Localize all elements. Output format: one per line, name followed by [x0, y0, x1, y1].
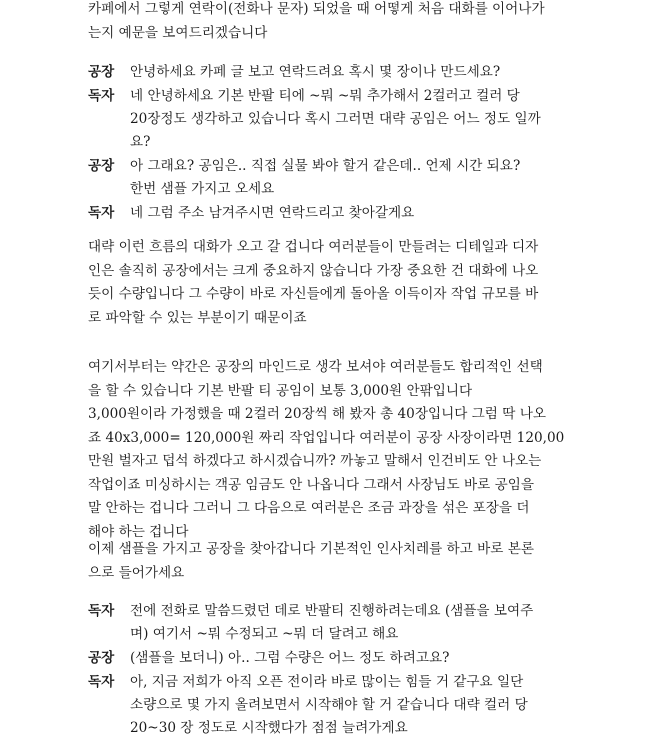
dialog-turn	[88, 155, 570, 201]
speaker-label: 독자	[88, 88, 115, 104]
speaker-label: 독자	[88, 674, 115, 690]
body-paragraph-2	[88, 236, 570, 330]
paragraph-line: 말 안하는 겁니다 그러니 그 다음으로 여러분은 조금 과장을 섞은 포장을 더	[88, 500, 530, 516]
utterance-line: 며) 여기서 ~뭐 수정되고 ~뭐 더 달려고 해요	[130, 626, 399, 642]
utterance-line: 아 그래요? 공임은.. 직접 실물 봐야 할거 같은데.. 언제 시간 되요?	[130, 158, 521, 174]
utterance-line: (샘플을 보더니) 아.. 그럼 수량은 어느 정도 하려고요?	[130, 650, 450, 666]
paragraph-line: 대략 이런 흐름의 대화가 오고 갈 겁니다 여러분들이 만들려는 디테일과 디자	[88, 239, 539, 255]
paragraph-line: 만원 벌자고 덥석 하겠다고 하시겠습니까? 까놓고 말해서 인건비도 안 나오는	[88, 453, 542, 469]
utterance-line: 20~30 장 정도로 시작했다가 점점 늘려가게요	[130, 720, 408, 736]
utterance-line: 20장정도 생각하고 있습니다 혹시 그러면 대략 공임은 어느 정도 일까	[130, 111, 541, 127]
dialog-block-1	[88, 61, 570, 225]
paragraph-line: 듯이 수량입니다 그 수량이 바로 자신들에게 돌아올 이득이자 작업 규모를 바	[88, 286, 539, 302]
dialog-turn	[88, 671, 570, 740]
paragraph-line: 여기서부터는 약간은 공장의 마인드로 생각 보셔야 여러분들도 합리적인 선택	[88, 359, 543, 375]
utterance-line: 소량으로 몇 가지 올려보면서 시작해야 할 거 같습니다 대략 컬러 당	[130, 697, 528, 713]
intro-paragraph	[88, 0, 570, 45]
utterance-line: 아, 지금 저희가 아직 오픈 전이라 바로 많이는 힘들 거 같구요 일단	[130, 674, 524, 690]
paragraph-line: 작업이죠 미싱하시는 객공 임금도 안 나옵니다 그래서 사장님도 바로 공임을	[88, 476, 534, 493]
paragraph-line: 해야 하는 겁니다	[88, 523, 189, 540]
paragraph-line: 로 파악할 수 있는 부분이기 때문이죠	[88, 309, 307, 326]
paragraph-line: 이제 샘플을 가지고 공장을 찾아갑니다 기본적인 인사치레를 하고 바로 본론	[88, 541, 534, 557]
utterance	[130, 85, 570, 154]
dialog-block-2	[88, 600, 570, 740]
speaker-label: 독자	[88, 205, 115, 221]
utterance-line: 안녕하세요 카페 글 보고 연락드려요 혹시 몇 장이나 만드세요?	[130, 64, 501, 80]
intro-line: 는지 예문을 보여드리겠습니다	[88, 24, 268, 41]
utterance	[130, 155, 570, 201]
dialog-turn	[88, 647, 570, 670]
utterance	[130, 600, 570, 646]
speaker-label: 공장	[88, 64, 115, 80]
speaker-label: 독자	[88, 603, 115, 619]
intro-line: 카페에서 그렇게 연락이(전화나 문자) 되었을 때 어떻게 처음 대화를 이어나가	[88, 1, 545, 17]
utterance	[130, 647, 570, 670]
speaker-label: 공장	[88, 650, 115, 666]
dialog-turn	[88, 600, 570, 646]
speaker-label: 공장	[88, 158, 115, 174]
utterance	[130, 671, 570, 740]
utterance-line: 전에 전화로 말씀드렸던 데로 반팔티 진행하려는데요 (샘플을 보여주	[130, 603, 534, 619]
paragraph-line: 3,000원이라 가정했을 때 2컬러 20장씩 해 봤자 총 40장입니다 그럼 딱 나오	[88, 406, 546, 422]
dialog-turn	[88, 61, 570, 84]
paragraph-line: 죠 40x3,000= 120,000원 짜리 작업입니다 여러분이 공장 사장이라면 120,00	[88, 429, 565, 446]
body-paragraph-4	[88, 538, 570, 585]
utterance-line: 요?	[130, 134, 151, 150]
dialog-turn	[88, 85, 570, 154]
utterance-line: 네 그럼 주소 남겨주시면 연락드리고 찾아갈게요	[130, 205, 415, 221]
dialog-turn	[88, 202, 570, 225]
paragraph-line: 을 할 수 있습니다 기본 반팔 티 공임이 보통 3,000원 안팎입니다	[88, 382, 473, 399]
paragraph-line: 으로 들어가세요	[88, 564, 185, 581]
body-paragraph-3	[88, 356, 570, 544]
utterance	[130, 202, 570, 225]
utterance-line: 한번 샘플 가지고 오세요	[130, 181, 275, 197]
paragraph-line: 인은 솔직히 공장에서는 크게 중요하지 않습니다 가장 중요한 건 대화에 나오	[88, 262, 539, 279]
utterance	[130, 61, 570, 84]
utterance-line: 네 안녕하세요 기본 반팔 티에 ~뭐 ~뭐 추가해서 2컬러고 컬러 당	[130, 88, 520, 104]
